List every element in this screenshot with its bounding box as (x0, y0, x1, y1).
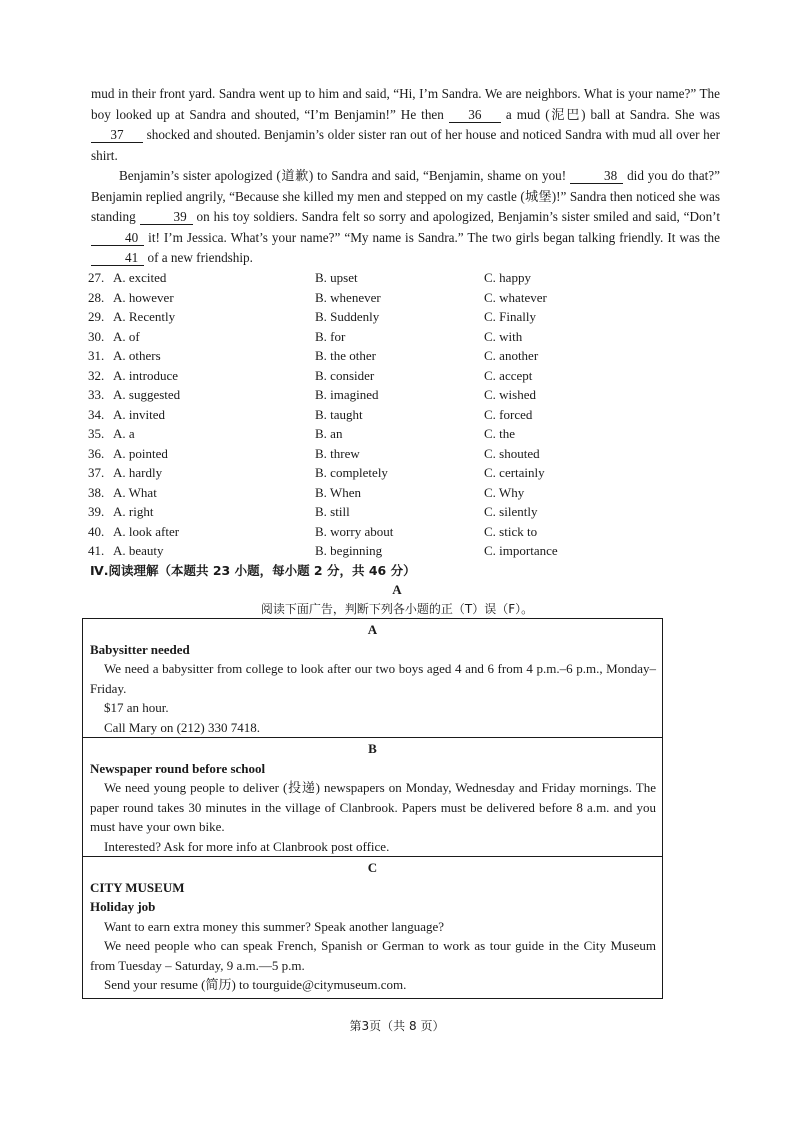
question-number: 30. (88, 328, 105, 344)
ad-heading: Babysitter needed (90, 641, 190, 657)
ad-letter: A (367, 622, 378, 637)
cloze-text: it! I’m Jessica. What’s your name?” “My name is Sandra.” The two girls began talking friendly. It was the (144, 229, 720, 245)
section-title: Ⅳ.阅读理解（本题共 23 小题，每小题 2 分，共 46 分） (90, 563, 416, 578)
option-row (88, 522, 708, 542)
ad-intro: Want to earn extra money this summer? Speak another language? (104, 918, 445, 934)
question-number: 32. (88, 367, 105, 383)
ad-box-c (82, 856, 663, 999)
option-b: B. upset (315, 270, 358, 285)
option-c: C. the (484, 426, 516, 441)
option-c: C. forced (484, 406, 533, 422)
question-number: 38. (88, 484, 105, 500)
ad-heading: Newspaper round before school (90, 760, 266, 776)
option-a: A. look after (113, 523, 180, 539)
option-c: C. importance (484, 543, 558, 558)
question-number: 31. (88, 348, 105, 363)
option-a: A. beauty (113, 543, 164, 558)
blank-37: 37 (91, 128, 143, 143)
option-a: A. introduce (113, 367, 178, 383)
question-number: 40. (88, 523, 105, 539)
option-c: C. stick to (484, 523, 538, 539)
question-number: 39. (88, 504, 105, 519)
option-b: B. completely (315, 465, 388, 480)
option-b: B. the other (315, 348, 377, 363)
option-c: C. Finally (484, 309, 537, 324)
option-b: B. threw (315, 445, 360, 461)
option-b: B. Suddenly (315, 309, 380, 324)
option-row (88, 268, 708, 288)
option-row (88, 327, 708, 347)
option-a: A. invited (113, 406, 165, 422)
option-a: A. others (113, 348, 161, 363)
option-a: A. hardly (113, 465, 163, 480)
option-b: B. imagined (315, 387, 379, 402)
ad-pay: $17 an hour. (104, 700, 169, 715)
option-b: B. whenever (315, 289, 381, 305)
option-a: A. excited (113, 270, 167, 285)
option-row (88, 307, 708, 327)
cloze-text: did you do that?” Benjamin replied angrily, “Because she killed my men and stepped on my castle (城堡)!” Sandra then noticed she was standing (91, 168, 720, 224)
ad-heading: CITY MUSEUM (90, 879, 185, 895)
option-row (88, 288, 708, 308)
option-b: B. beginning (315, 543, 383, 558)
blank-36: 36 (449, 108, 501, 123)
cloze-text: on his toy soldiers. Sandra felt so sorry and apologized, Benjamin’s sister smiled and said, “Don’t (192, 209, 720, 224)
ad-letter: C (367, 860, 378, 875)
blank-41: 41 (91, 251, 144, 266)
option-c: C. another (484, 348, 539, 363)
question-number: 33. (88, 387, 105, 402)
option-b: B. an (315, 426, 343, 441)
option-b: B. worry about (315, 523, 394, 539)
option-c: C. accept (484, 367, 533, 383)
option-a: A. suggested (113, 387, 181, 402)
question-number: 34. (88, 406, 105, 422)
question-number: 36. (88, 445, 105, 461)
option-b: B. consider (315, 367, 375, 383)
question-number: 27. (88, 270, 105, 285)
option-row (88, 366, 708, 386)
option-c: C. happy (484, 270, 531, 285)
question-number: 35. (88, 426, 105, 441)
question-number: 41. (88, 543, 105, 558)
passage-letter: A (392, 582, 402, 597)
option-a: A. pointed (113, 445, 168, 461)
cloze-paragraph-2 (91, 166, 720, 269)
option-a: A. a (113, 426, 135, 441)
option-b: B. taught (315, 406, 363, 422)
ad-contact: Send your resume (简历) to tourguide@citymuseum.com. (104, 977, 407, 992)
question-number: 37. (88, 465, 105, 480)
ad-contact: Call Mary on (212) 330 7418. (104, 719, 260, 735)
cloze-paragraph-1 (91, 84, 720, 166)
ad-box-a (82, 618, 663, 738)
option-row (88, 424, 708, 444)
option-a: A. Recently (113, 309, 176, 324)
option-c: C. with (484, 328, 523, 344)
option-c: C. silently (484, 504, 538, 519)
ad-letter: B (368, 741, 377, 756)
ad-body: We need young people to deliver (投递) newspapers on Monday, Wednesday and Friday mornings. The paper round takes 30 minutes in the village of Clanbrook. Papers must be delivered before 8 a.m. and you must have your own bike. (90, 780, 656, 834)
option-row (88, 385, 708, 405)
option-a: A. of (113, 328, 140, 344)
option-a: A. right (113, 504, 154, 519)
cloze-text: of a new friendship. (144, 250, 253, 265)
cloze-text: Benjamin’s sister apologized (道歉) to Sandra and said, “Benjamin, shame on you! (119, 168, 571, 183)
option-row (88, 346, 708, 366)
question-number: 29. (88, 309, 105, 324)
option-b: B. When (315, 484, 361, 500)
option-c: C. certainly (484, 465, 545, 480)
cloze-text: a mud (泥巴) ball at Sandra. She was (500, 106, 720, 122)
option-row (88, 541, 708, 561)
option-c: C. Why (484, 484, 525, 500)
blank-38: 38 (570, 169, 623, 184)
ad-body: We need people who can speak French, Spanish or German to work as tour guide in the City Museum from Tuesday – Saturday, 9 a.m.—5 p.m. (90, 938, 656, 973)
answer-options (88, 268, 708, 561)
option-b: B. for (315, 328, 346, 344)
option-c: C. wished (484, 387, 536, 402)
ad-contact: Interested? Ask for more info at Clanbrook post office. (104, 838, 390, 854)
option-c: C. whatever (484, 289, 547, 305)
option-row (88, 502, 708, 522)
page-footer: 第3页（共 8 页） (349, 1019, 445, 1033)
ad-box-b (82, 737, 663, 857)
option-row (88, 463, 708, 483)
option-c: C. shouted (484, 445, 540, 461)
option-b: B. still (315, 504, 350, 519)
section-instruction: 阅读下面广告，判断下列各小题的正（T）误（F）。 (260, 602, 534, 616)
option-a: A. however (113, 289, 174, 305)
blank-39: 39 (140, 210, 193, 225)
question-number: 28. (88, 289, 105, 305)
cloze-text: mud in their front yard. Sandra went up to him and said, “Hi, I’m Sandra. We are neighbors. What is your name?” The boy looked up at Sandra and shouted, “I’m Benjamin!” He then (91, 86, 720, 122)
cloze-text: shocked and shouted. Benjamin’s older sister ran out of her house and noticed Sandra with mud all over her shirt. (91, 127, 720, 163)
ad-body: We need a babysitter from college to look after our two boys aged 4 and 6 from 4 p.m.–6 p.m., Monday–Friday. (90, 661, 656, 696)
option-a: A. What (113, 484, 157, 500)
ad-subheading: Holiday job (90, 899, 156, 914)
option-row (88, 444, 708, 464)
option-row (88, 483, 708, 503)
option-row (88, 405, 708, 425)
blank-40: 40 (91, 231, 144, 246)
